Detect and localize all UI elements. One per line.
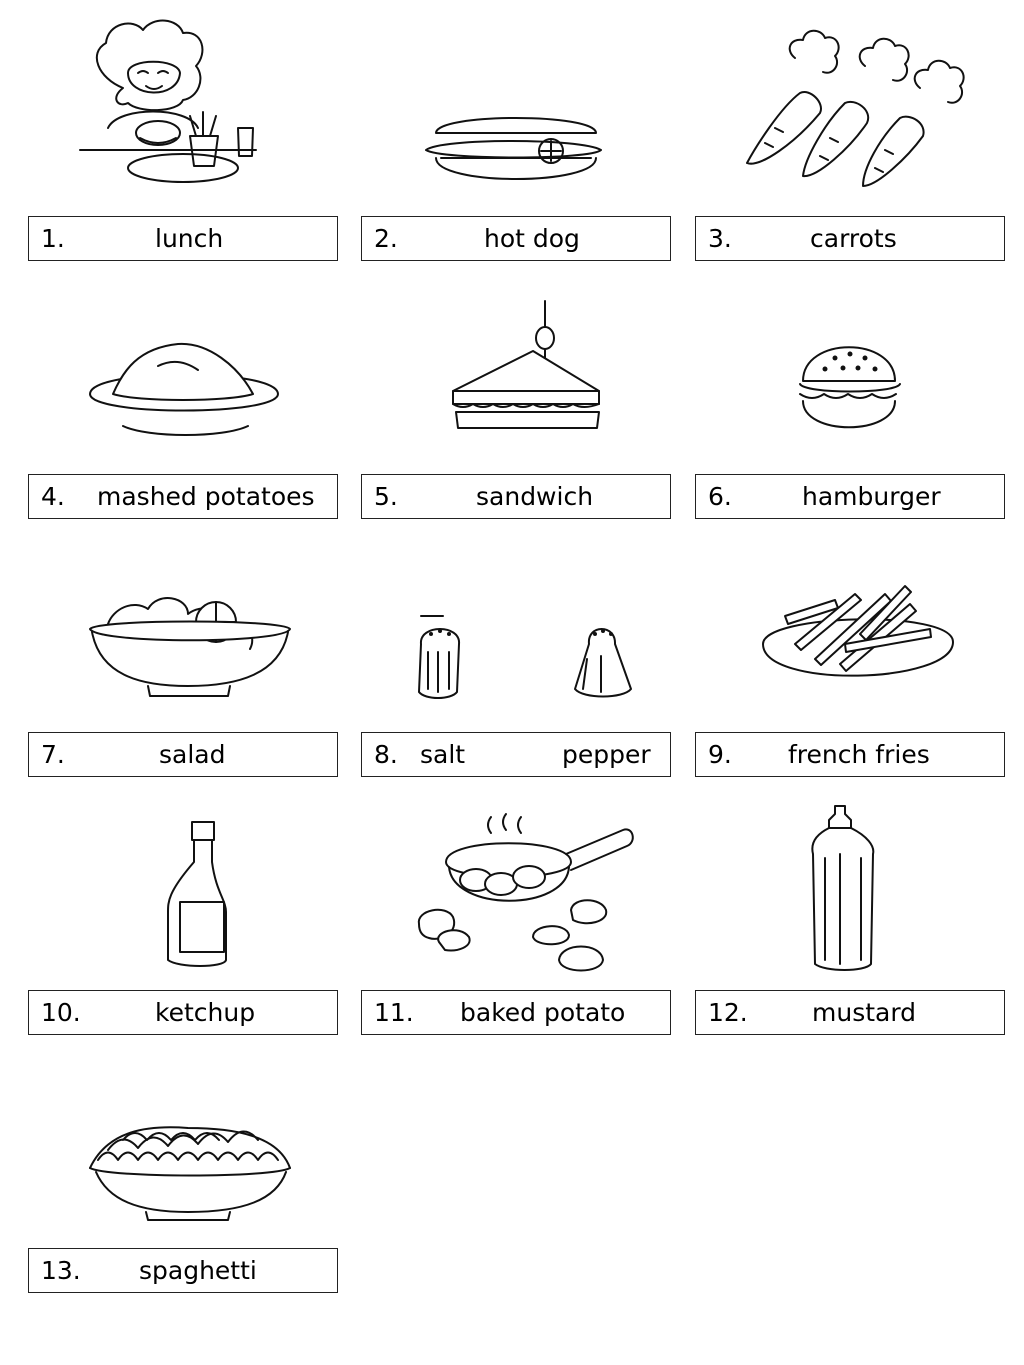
- item-number: 12.: [708, 998, 748, 1027]
- label-box: [28, 474, 338, 519]
- mustard-bottle-icon: [695, 792, 1007, 992]
- sandwich-icon: [361, 276, 673, 476]
- label-box: [695, 474, 1005, 519]
- salt-pepper-shakers-icon: [361, 534, 673, 734]
- item-word: salt: [420, 740, 466, 769]
- carrots-icon: [695, 18, 1007, 218]
- item-word: carrots: [810, 224, 897, 253]
- french-fries-icon: [695, 534, 1007, 734]
- label-box: [28, 216, 338, 261]
- baked-potato-icon: [361, 792, 673, 992]
- item-number: 5.: [374, 482, 398, 511]
- item-word: hamburger: [802, 482, 941, 511]
- girl-eating-lunch-icon: [28, 18, 340, 218]
- item-number: 2.: [374, 224, 398, 253]
- item-number: 3.: [708, 224, 732, 253]
- mashed-potatoes-icon: [28, 276, 340, 476]
- item-word-2: pepper: [562, 740, 651, 769]
- item-word: hot dog: [484, 224, 580, 253]
- salad-bowl-icon: [28, 534, 340, 734]
- label-box: [361, 732, 671, 777]
- hamburger-icon: [695, 276, 1007, 476]
- label-box: [695, 990, 1005, 1035]
- label-box: [28, 732, 338, 777]
- item-number: 4.: [41, 482, 65, 511]
- item-number: 9.: [708, 740, 732, 769]
- item-number: 7.: [41, 740, 65, 769]
- item-number: 13.: [41, 1256, 81, 1285]
- item-number: 8.: [374, 740, 398, 769]
- item-number: 6.: [708, 482, 732, 511]
- item-word: mustard: [812, 998, 917, 1027]
- item-number: 11.: [374, 998, 414, 1027]
- ketchup-bottle-icon: [28, 792, 340, 992]
- label-box: [361, 216, 671, 261]
- item-word: french fries: [788, 740, 930, 769]
- label-box: [361, 990, 671, 1035]
- item-word: salad: [159, 740, 226, 769]
- item-word: baked potato: [460, 998, 626, 1027]
- label-box: [695, 216, 1005, 261]
- item-word: spaghetti: [139, 1256, 257, 1285]
- label-box: [695, 732, 1005, 777]
- label-box: [361, 474, 671, 519]
- item-number: 10.: [41, 998, 81, 1027]
- hot-dog-icon: [361, 18, 673, 218]
- label-box: [28, 1248, 338, 1293]
- label-box: [28, 990, 338, 1035]
- item-word: ketchup: [155, 998, 256, 1027]
- item-word: sandwich: [476, 482, 594, 511]
- item-word: lunch: [155, 224, 224, 253]
- spaghetti-icon: [28, 1050, 340, 1250]
- item-number: 1.: [41, 224, 65, 253]
- item-word: mashed potatoes: [97, 482, 315, 511]
